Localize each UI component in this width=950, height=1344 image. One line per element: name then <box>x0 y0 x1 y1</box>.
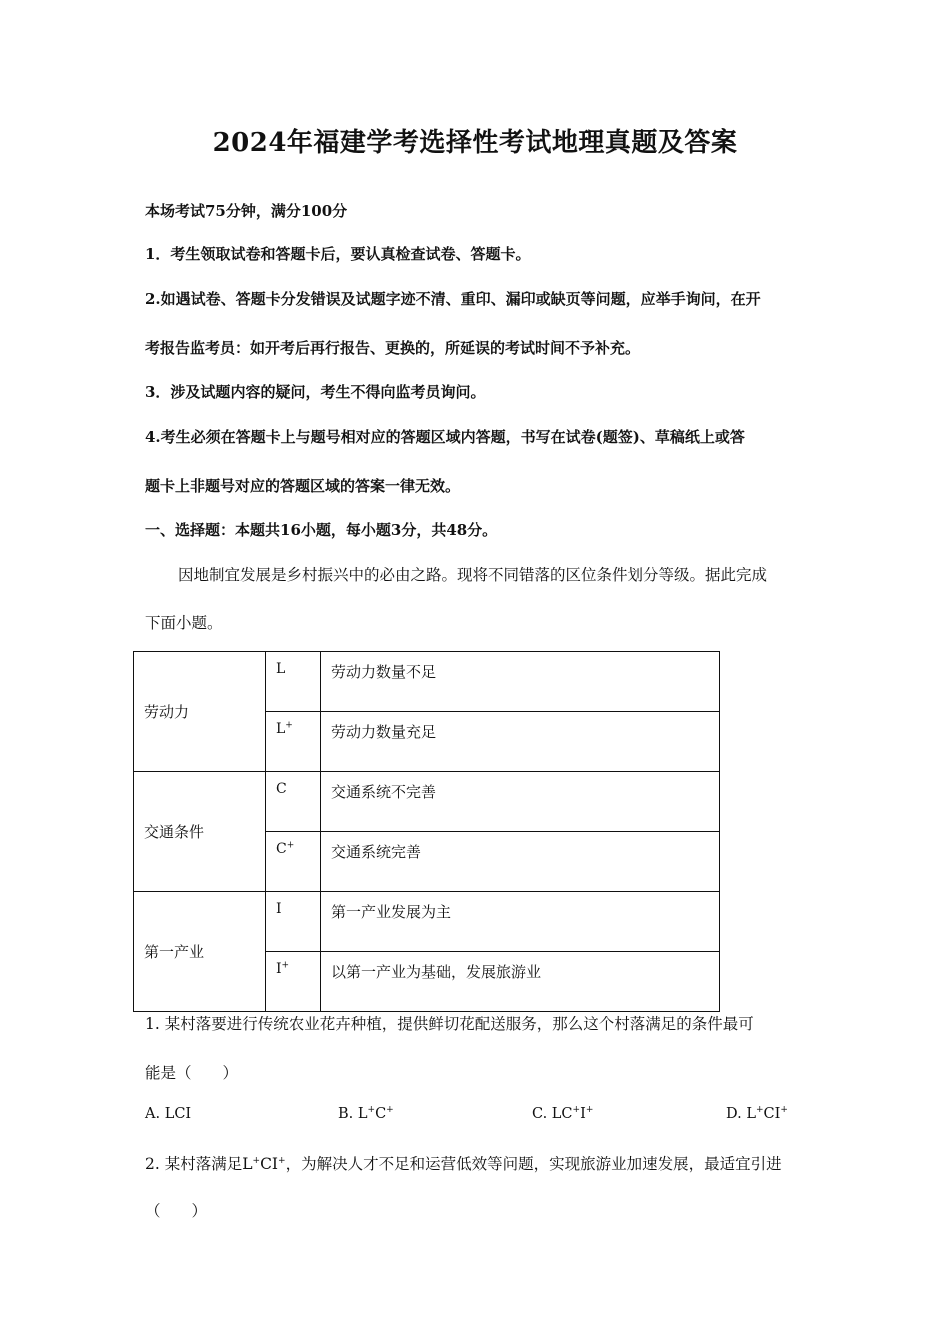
instruction-2b: 考报告监考员：如开考后再行报告、更换的，所延误的考试时间不予补充。 <box>145 339 641 357</box>
table-code-cell: C <box>266 772 321 832</box>
instruction-1: 1．考生领取试卷和答题卡后，要认真检查试卷、答题卡。 <box>145 245 531 263</box>
table-row <box>134 652 720 712</box>
intro-paragraph-line-2: 下面小题。 <box>145 614 223 632</box>
table-desc-cell: 劳动力数量不足 <box>321 652 720 712</box>
table-code-cell: L <box>266 652 321 712</box>
question-2-stem-line-2: （ ） <box>145 1202 208 1220</box>
instruction-4a: 4.考生必须在答题卡上与题号相对应的答题区域内答题，书写在试卷(题签)、草稿纸上或答 <box>145 428 745 446</box>
question-1-option-b: B. L+C+ <box>338 1105 394 1122</box>
location-conditions-table <box>133 651 720 1012</box>
table-code-cell: C+ <box>266 832 321 892</box>
exam-duration: 本场考试75分钟，满分100分 <box>145 202 348 220</box>
question-1-option-d: D. L+CI+ <box>726 1105 788 1122</box>
table-code-cell: I+ <box>266 952 321 1012</box>
question-1-stem-line-1: 1. 某村落要进行传统农业花卉种植，提供鲜切花配送服务，那么这个村落满足的条件最可 <box>145 1015 754 1033</box>
table-desc-cell: 交通系统完善 <box>321 832 720 892</box>
table-row <box>134 772 720 832</box>
table-category-cell: 劳动力 <box>134 652 266 772</box>
instruction-3: 3．涉及试题内容的疑问，考生不得向监考员询问。 <box>145 383 486 401</box>
question-2-stem-line-1: 2. 某村落满足L+CI+，为解决人才不足和运营低效等问题，实现旅游业加速发展，最适宜引进 <box>145 1155 782 1173</box>
table-desc-cell: 劳动力数量充足 <box>321 712 720 772</box>
question-1-option-c: C. LC+I+ <box>532 1105 594 1122</box>
question-1-stem-line-2: 能是（ ） <box>145 1064 239 1082</box>
question-1-option-a: A. LCI <box>145 1106 192 1122</box>
table-row <box>134 892 720 952</box>
table-category-cell: 交通条件 <box>134 772 266 892</box>
table-code-cell: I <box>266 892 321 952</box>
section-heading: 一、选择题：本题共16小题，每小题3分，共48分。 <box>145 521 498 539</box>
intro-paragraph-line-1: 因地制宜发展是乡村振兴中的必由之路。现将不同错落的区位条件划分等级。据此完成 <box>178 566 768 584</box>
table-code-cell: L+ <box>266 712 321 772</box>
instruction-4b: 题卡上非题号对应的答题区域的答案一律无效。 <box>145 477 461 495</box>
table-desc-cell: 交通系统不完善 <box>321 772 720 832</box>
table-category-cell: 第一产业 <box>134 892 266 1012</box>
table-desc-cell: 以第一产业为基础，发展旅游业 <box>321 952 720 1012</box>
page-title: 2024年福建学考选择性考试地理真题及答案 <box>212 128 738 158</box>
table-desc-cell: 第一产业发展为主 <box>321 892 720 952</box>
instruction-2a: 2.如遇试卷、答题卡分发错误及试题字迹不清、重印、漏印或缺页等问题，应举手询问，在开 <box>145 290 761 308</box>
